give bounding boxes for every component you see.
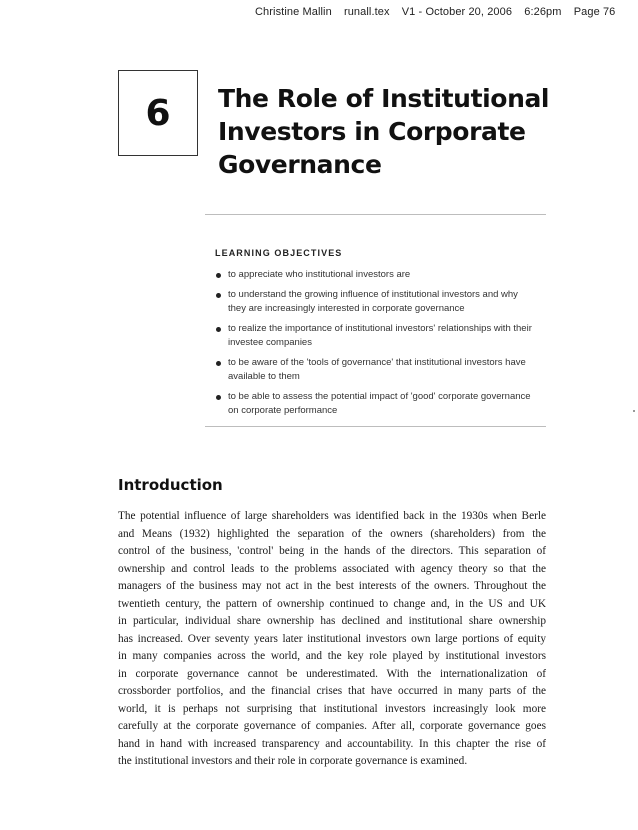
introduction-paragraph (118, 508, 546, 771)
learning-objective-item: to be able to assess the potential impact of 'good' corporate governance on corporate performance (216, 390, 548, 418)
section-heading-introduction: Introduction (118, 476, 223, 494)
paragraph-line: in particular, individual share ownership has declined and institutional share ownership (118, 615, 546, 627)
running-head (255, 6, 616, 18)
running-head-time: 6:26pm (524, 6, 562, 18)
paragraph-line: ownership and control leads to the problems associated with agency theory so that the (118, 562, 546, 575)
paragraph-line: in corporate governance cannot be underestimated. With the internationalization of (118, 667, 546, 680)
running-head-author: Christine Mallin (255, 6, 332, 18)
learning-objectives-top-rule (205, 214, 546, 215)
margin-mark (633, 410, 635, 412)
paragraph-line: twentieth century, the pattern of ownership continued to change and, in the US and UK (118, 597, 546, 610)
running-head-version: V1 - October 20, 2006 (401, 6, 513, 18)
chapter-title-line: Governance (218, 150, 382, 179)
learning-objective-item: to be aware of the 'tools of governance' that institutional investors have available to them (216, 356, 548, 384)
learning-objective-item: to understand the growing influence of institutional investors and why they are increasingly interested in corporate governance (216, 288, 548, 316)
bullet-icon (216, 361, 221, 366)
chapter-number-box (118, 70, 198, 156)
learning-objective-item: to appreciate who institutional investors are (216, 268, 548, 282)
learning-objectives-bottom-rule (205, 426, 546, 427)
bullet-icon (216, 395, 221, 400)
paragraph-line: has increased. Over seventy years later institutional investors own large portions of equity (118, 632, 546, 645)
chapter-number: 6 (145, 92, 171, 134)
paragraph-line: and Means (1932) highlighted the separation of the owners (shareholders) from the (118, 527, 546, 540)
paragraph-line: the institutional investors and their role in corporate governance is examined. (118, 755, 468, 767)
running-head-file: runall.tex (343, 6, 390, 18)
bullet-icon (216, 273, 221, 278)
paragraph-line: in many companies across the world, and the key role played by institutional investors (118, 650, 546, 662)
bullet-icon (216, 293, 221, 298)
learning-objectives-heading: LEARNING OBJECTIVES (215, 248, 343, 258)
paragraph-line: crossborder portfolios, and the financial crises that have occurred in many parts of the (118, 685, 546, 697)
paragraph-line: world, it is perhaps not surprising that institutional investors increasingly look more (118, 702, 546, 715)
paragraph-line: The potential influence of large shareholders was identified back in the 1930s when Berle (118, 510, 546, 522)
chapter-title (218, 82, 550, 181)
running-head-page: Page 76 (573, 6, 616, 18)
bullet-icon (216, 327, 221, 332)
paragraph-line: control of the business, 'control' being in the hands of the directors. This separation of (118, 545, 546, 557)
paragraph-line: carefully at the corporate governance of companies. After all, corporate governance goes (118, 720, 546, 732)
paragraph-line: hand in hand with increased transparency and accountability. In this chapter the rise of (118, 737, 546, 750)
paragraph-line: managers of the business may not act in the best interests of the owners. Throughout the (118, 580, 546, 592)
chapter-title-line: The Role of Institutional (218, 84, 550, 113)
learning-objective-item: to realize the importance of institutional investors' relationships with their investee companies (216, 322, 548, 350)
chapter-title-line: Investors in Corporate (218, 117, 526, 146)
learning-objectives-list (216, 268, 548, 424)
